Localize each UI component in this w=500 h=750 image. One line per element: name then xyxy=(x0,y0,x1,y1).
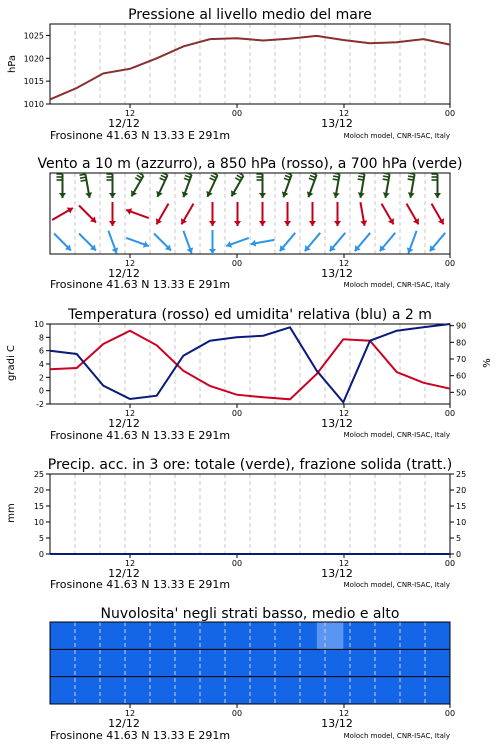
wind-feather xyxy=(383,179,389,180)
y-tick-label: 10 xyxy=(33,320,44,329)
pressure-model-credit: Moloch model, CNR-ISAC, Italy xyxy=(343,132,450,140)
plot-frame xyxy=(50,24,450,104)
x-tick-label: 00 xyxy=(231,409,243,418)
wind-arrow xyxy=(183,231,193,254)
temperature-ylabel: gradi C xyxy=(6,345,17,381)
x-tick-label: 12 xyxy=(124,109,136,118)
date-label: 12/12 xyxy=(108,567,140,580)
x-tick-label: 12 xyxy=(338,409,350,418)
cloud-cell xyxy=(183,649,210,676)
cloud-cell xyxy=(290,622,317,649)
x-tick-label: 00 xyxy=(444,109,456,118)
wind-arrow xyxy=(126,208,149,218)
wind-arrow xyxy=(380,233,395,251)
y-tick-label: 0 xyxy=(38,386,44,396)
y-tick-label: 10 xyxy=(456,518,467,527)
cloud-cell xyxy=(317,677,344,704)
date-label: 12/12 xyxy=(108,267,140,280)
wind-head xyxy=(209,249,216,254)
wind-arrow xyxy=(131,173,144,197)
x-tick-label: 12 xyxy=(124,409,136,418)
cloud-cell xyxy=(317,649,344,676)
y-tick-label: 15 xyxy=(33,502,44,511)
precipitation-ylabel: mm xyxy=(6,503,17,523)
wind-arrow xyxy=(382,204,395,225)
cloud-cell xyxy=(397,622,424,649)
wind-arrow xyxy=(206,173,217,197)
wind-feather xyxy=(334,173,340,174)
temperature-title: Temperatura (rosso) ed umidita' relativa (blu) a 2 m xyxy=(68,307,432,323)
wind-arrow xyxy=(358,173,365,198)
wind-feather xyxy=(359,173,365,174)
cloud-cell xyxy=(397,649,424,676)
y-tick-label: 15 xyxy=(456,502,467,511)
y-tick-label: 0 xyxy=(456,550,462,559)
wind-feather xyxy=(185,175,191,177)
x-tick-label: 12 xyxy=(124,559,136,568)
precipitation-panel xyxy=(6,457,466,591)
wind-feather xyxy=(235,178,240,181)
y-tick-label: 70 xyxy=(456,355,467,364)
wind-arrow xyxy=(408,173,415,198)
wind-feather xyxy=(284,178,290,180)
wind-location: Frosinone 41.63 N 13.33 E 291m xyxy=(50,278,231,291)
wind-feather xyxy=(135,178,140,181)
wind-head xyxy=(259,221,266,226)
cloud-model-credit: Moloch model, CNR-ISAC, Italy xyxy=(343,732,450,740)
wind-arrow xyxy=(282,173,292,198)
wind-feather xyxy=(211,175,216,178)
wind-arrow xyxy=(231,173,244,197)
y-tick-label: 1020 xyxy=(23,54,44,64)
date-label: 13/12 xyxy=(321,117,353,130)
wind-arrow xyxy=(80,174,93,198)
wind-feather xyxy=(309,178,315,180)
wind-feather xyxy=(160,178,165,181)
x-tick-label: 12 xyxy=(338,559,350,568)
cloud-cell xyxy=(130,649,157,676)
cloud-cell xyxy=(130,622,157,649)
x-tick-label: 12 xyxy=(338,709,350,718)
cloud-cell xyxy=(103,649,130,676)
y-tick-label: 20 xyxy=(456,486,467,495)
cloud-cell xyxy=(103,677,130,704)
wind-feather xyxy=(310,175,316,177)
wind-feather xyxy=(81,180,87,181)
wind-feather xyxy=(408,176,414,177)
x-tick-label: 00 xyxy=(444,559,456,568)
precipitation-title: Precip. acc. in 3 ore: totale (verde), frazione solida (tratt.) xyxy=(47,457,453,473)
y-tick-label: 80 xyxy=(456,338,467,348)
pressure-ylabel: hPa xyxy=(7,54,18,74)
pressure-panel xyxy=(7,7,455,142)
y-tick-label: 5 xyxy=(38,534,44,543)
y-tick-label: 4 xyxy=(38,360,44,369)
cloud-cell xyxy=(157,677,184,704)
wind-feather xyxy=(285,175,291,177)
wind-arrow xyxy=(181,204,194,225)
y-tick-label: 1015 xyxy=(23,77,44,87)
wind-head xyxy=(284,221,291,226)
cloud-cell xyxy=(343,622,370,649)
wind-arrow xyxy=(432,204,445,225)
wind-arrow xyxy=(209,202,216,226)
x-tick-label: 00 xyxy=(444,409,456,418)
wind-feather xyxy=(383,176,389,177)
wind-head xyxy=(109,193,116,198)
y-tick-label: 6 xyxy=(38,346,44,356)
cloud-cell xyxy=(263,649,290,676)
cloud-title: Nuvolosita' negli strati basso, medio e alto xyxy=(100,606,400,622)
y-tick-label: 2 xyxy=(38,373,44,383)
wind-arrow xyxy=(407,204,420,225)
wind-arrow xyxy=(430,233,445,251)
wind-arrow xyxy=(79,234,96,251)
temperature-model-credit: Moloch model, CNR-ISAC, Italy xyxy=(343,431,450,439)
humidity-ylabel: % xyxy=(482,358,493,368)
wind-arrow xyxy=(79,206,96,223)
wind-feather xyxy=(333,176,339,177)
cloud-cell xyxy=(263,677,290,704)
cloud-cell xyxy=(343,677,370,704)
date-label: 12/12 xyxy=(108,717,140,730)
cloud-cell xyxy=(157,649,184,676)
wind-arrow xyxy=(305,233,320,251)
x-tick-label: 00 xyxy=(231,709,243,718)
x-tick-label: 12 xyxy=(124,709,136,718)
cloud-cell xyxy=(50,649,77,676)
cloud-cell xyxy=(317,622,344,649)
cloud-cell xyxy=(263,622,290,649)
wind-head xyxy=(59,193,66,198)
wind-arrow xyxy=(360,202,367,226)
date-label: 13/12 xyxy=(321,717,353,730)
wind-arrow xyxy=(52,208,73,221)
cloud-cell xyxy=(183,677,210,704)
cloud-cell xyxy=(157,622,184,649)
wind-head xyxy=(209,221,216,226)
cloud-cell xyxy=(210,622,237,649)
wind-head xyxy=(259,193,266,198)
wind-arrow xyxy=(126,238,149,248)
x-tick-label: 12 xyxy=(124,259,136,268)
wind-arrow xyxy=(355,233,370,251)
wind-arrow xyxy=(383,173,390,198)
y-tick-label: 25 xyxy=(456,470,467,479)
wind-head xyxy=(109,221,116,226)
x-tick-label: 12 xyxy=(338,109,350,118)
pressure-location: Frosinone 41.63 N 13.33 E 291m xyxy=(50,129,231,142)
precipitation-location: Frosinone 41.63 N 13.33 E 291m xyxy=(50,578,231,591)
cloud-cell xyxy=(183,622,210,649)
cloud-cell xyxy=(423,677,450,704)
wind-arrow xyxy=(334,202,341,226)
wind-arrow xyxy=(57,174,67,198)
wind-arrow xyxy=(209,230,216,254)
wind-arrow xyxy=(407,231,417,254)
wind-feather xyxy=(358,179,364,180)
y-tick-label: 8 xyxy=(38,333,44,343)
plot-frame xyxy=(50,474,450,554)
wind-feather xyxy=(333,179,339,180)
wind-arrow xyxy=(307,173,317,198)
cloud-cell xyxy=(397,677,424,704)
wind-feather xyxy=(409,173,415,174)
y-tick-label: 5 xyxy=(456,534,462,543)
cloud-cell xyxy=(370,677,397,704)
wind-model-credit: Moloch model, CNR-ISAC, Italy xyxy=(343,281,450,289)
x-tick-label: 00 xyxy=(231,259,243,268)
y-tick-label: 1025 xyxy=(23,31,44,41)
y-tick-label: 20 xyxy=(33,486,44,495)
wind-arrow xyxy=(280,233,295,251)
cloud-cell xyxy=(210,677,237,704)
wind-arrow xyxy=(251,240,275,247)
wind-feather xyxy=(408,179,414,180)
cloud-cell xyxy=(210,649,237,676)
cloud-cell xyxy=(290,677,317,704)
cloud-cell xyxy=(423,622,450,649)
y-tick-label: 0 xyxy=(38,550,44,559)
wind-arrow xyxy=(330,233,345,251)
wind-arrow xyxy=(333,173,340,198)
y-tick-label: 25 xyxy=(33,470,44,479)
wind-head xyxy=(334,221,341,226)
precipitation-model-credit: Moloch model, CNR-ISAC, Italy xyxy=(343,581,450,589)
wind-feather xyxy=(80,177,86,178)
cloud-cell xyxy=(50,677,77,704)
date-label: 12/12 xyxy=(108,117,140,130)
wind-arrow xyxy=(156,173,167,197)
wind-arrow xyxy=(284,202,291,226)
wind-arrow xyxy=(154,234,171,251)
y-tick-label: 10 xyxy=(33,518,44,527)
wind-arrow xyxy=(54,234,71,251)
wind-feather xyxy=(384,173,390,174)
cloud-cell xyxy=(50,622,77,649)
wind-arrow xyxy=(259,202,266,226)
wind-arrow xyxy=(257,174,267,198)
x-tick-label: 00 xyxy=(231,559,243,568)
wind-head xyxy=(234,221,241,226)
wind-head xyxy=(434,193,441,198)
cloud-cell xyxy=(423,649,450,676)
x-tick-label: 00 xyxy=(444,709,456,718)
wind-feather xyxy=(210,178,215,181)
pressure-title: Pressione al livello medio del mare xyxy=(128,7,372,23)
wind-title: Vento a 10 m (azzurro), a 850 hPa (rosso), a 700 hPa (verde) xyxy=(37,156,463,172)
x-tick-label: 00 xyxy=(444,259,456,268)
y-tick-label: -2 xyxy=(36,400,44,409)
cloud-cell xyxy=(343,649,370,676)
x-tick-label: 00 xyxy=(231,109,243,118)
temperature-panel xyxy=(6,307,493,442)
cloud-cell xyxy=(370,649,397,676)
cloud-cell xyxy=(370,622,397,649)
date-label: 12/12 xyxy=(108,417,140,430)
wind-panel xyxy=(37,156,462,291)
wind-arrow xyxy=(108,231,118,254)
wind-arrow xyxy=(107,174,117,198)
wind-feather xyxy=(358,176,364,177)
wind-feather xyxy=(161,175,166,178)
cloud-panel xyxy=(50,606,455,742)
wind-arrow xyxy=(109,202,116,226)
wind-feather xyxy=(237,175,242,178)
cloud-location: Frosinone 41.63 N 13.33 E 291m xyxy=(50,729,231,742)
wind-feather xyxy=(184,178,190,180)
y-tick-label: 90 xyxy=(456,321,467,331)
wind-head xyxy=(309,221,316,226)
wind-arrow xyxy=(432,174,442,198)
cloud-cell xyxy=(130,677,157,704)
temperature-location: Frosinone 41.63 N 13.33 E 291m xyxy=(50,429,231,442)
wind-feather xyxy=(80,174,86,175)
y-tick-label: 60 xyxy=(456,371,467,381)
cloud-cell xyxy=(290,649,317,676)
date-label: 13/12 xyxy=(321,567,353,580)
cloud-cell xyxy=(103,622,130,649)
wind-arrow xyxy=(234,202,241,226)
y-tick-label: 1010 xyxy=(23,100,44,109)
plot-frame xyxy=(50,173,450,254)
date-label: 13/12 xyxy=(321,417,353,430)
x-tick-label: 12 xyxy=(338,259,350,268)
wind-arrow xyxy=(182,173,192,198)
y-tick-label: 50 xyxy=(456,388,467,398)
date-label: 13/12 xyxy=(321,267,353,280)
wind-arrow xyxy=(226,238,249,248)
wind-feather xyxy=(137,175,142,178)
wind-arrow xyxy=(156,204,169,225)
wind-arrow xyxy=(309,202,316,226)
